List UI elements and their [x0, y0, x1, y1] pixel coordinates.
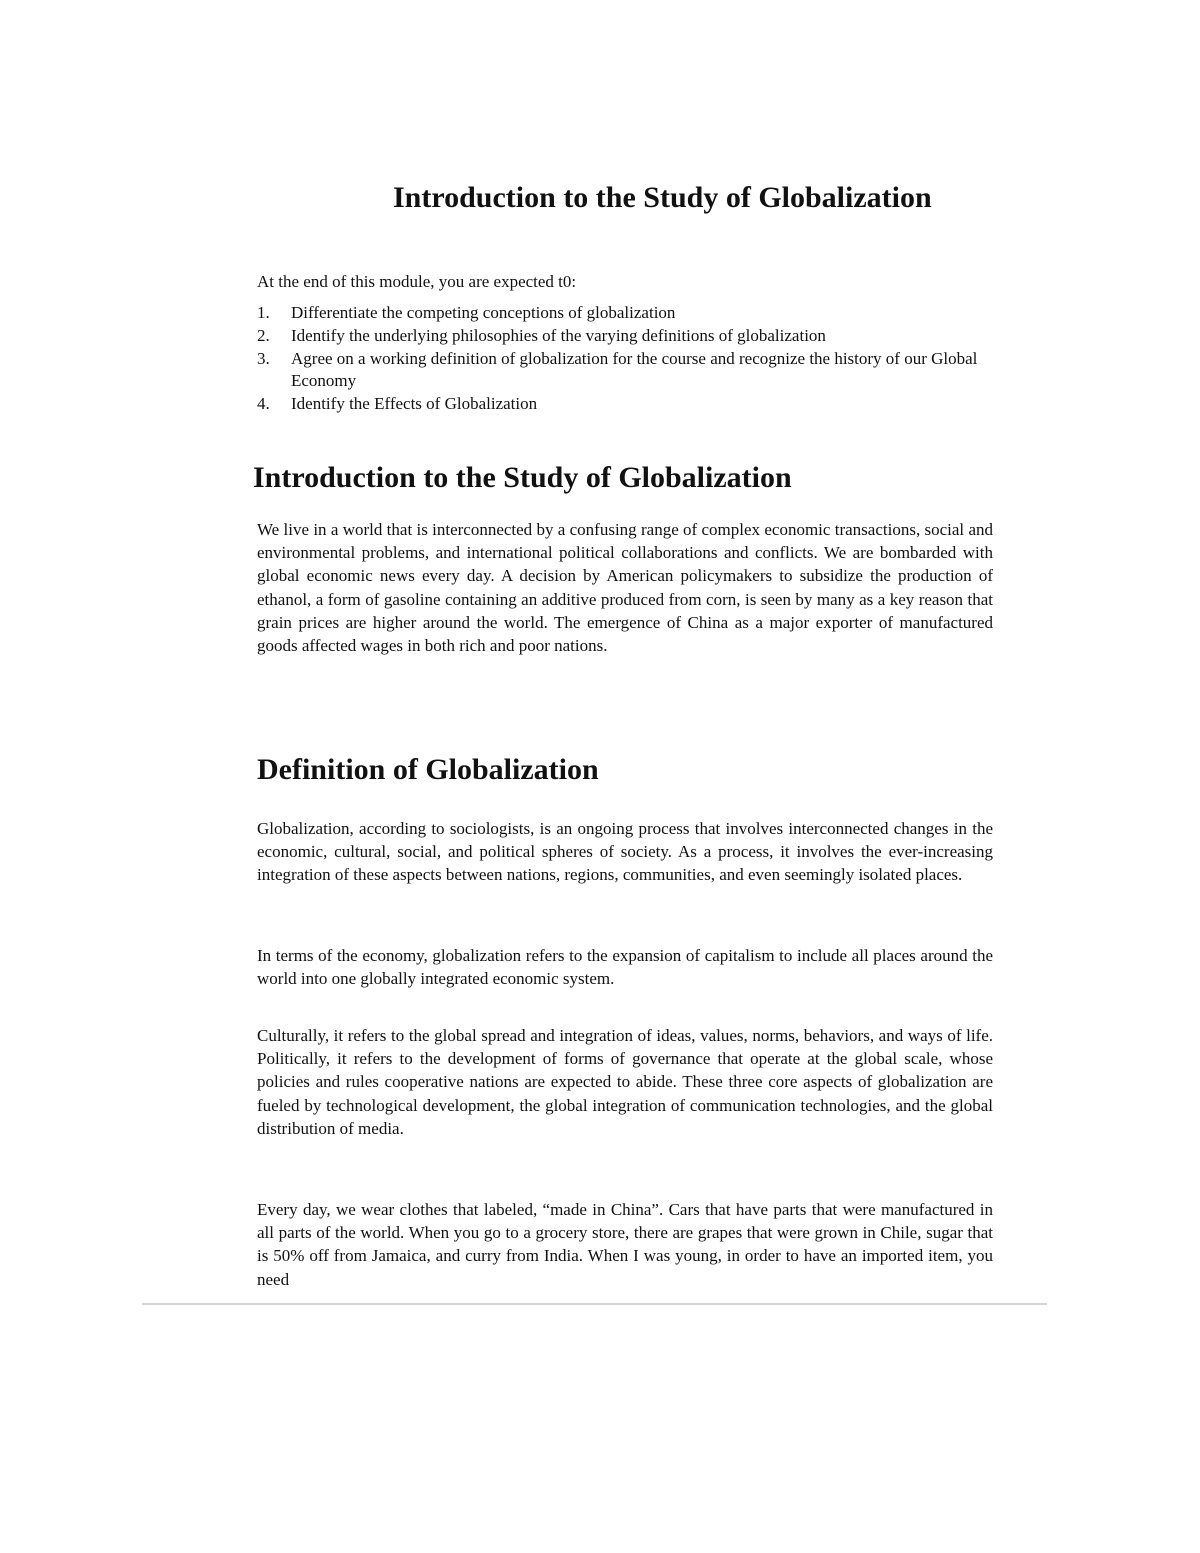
paragraph: Globalization, according to sociologists, is an ongoing process that involves interconnected changes in the economic, cultural, social, and political spheres of society. As a process, it involves the ever-increasing integration of these aspects between nations, regions, communities, and even seemingly isolated places.: [257, 819, 993, 885]
section-heading-introduction: Introduction to the Study of Globalization: [253, 461, 792, 494]
page-title: Introduction to the Study of Globalization: [393, 181, 932, 214]
list-item-number: 3.: [257, 349, 270, 368]
list-item: [257, 325, 1007, 347]
list-item: [257, 393, 1007, 415]
section-heading-definition: Definition of Globalization: [257, 753, 599, 786]
list-item: [257, 348, 991, 392]
paragraph: In terms of the economy, globalization refers to the expansion of capitalism to include all places around the world into one globally integrated economic system.: [257, 946, 993, 989]
paragraph: We live in a world that is interconnected by a confusing range of complex economic transactions, social and environmental problems, and international political collaborations and conflicts. We are bombarded with global economic news every day. A decision by American policymakers to subsidize the production of ethanol, a form of gasoline containing an additive produced from corn, is seen by many as a key reason that grain prices are higher around the world. The emergence of China as a major exporter of manufactured goods affected wages in both rich and poor nations.: [257, 520, 993, 656]
list-item-number: 2.: [257, 326, 270, 345]
list-item-number: 1.: [257, 303, 270, 322]
paragraph: Culturally, it refers to the global spread and integration of ideas, values, norms, behaviors, and ways of life. Politically, it refers to the development of forms of governance that operate at the global scale, whose policies and rules cooperative nations are expected to abide. These three core aspects of globalization are fueled by technological development, the global integration of communication technologies, and the global distribution of media.: [257, 1026, 993, 1138]
list-item-text: Identify the underlying philosophies of the varying definitions of globalization: [291, 326, 826, 345]
objectives-intro: At the end of this module, you are expected t0:: [257, 272, 577, 291]
list-item-text: Differentiate the competing conceptions of globalization: [291, 303, 676, 322]
page-divider: [142, 1303, 1047, 1305]
paragraph: Every day, we wear clothes that labeled, “made in China”. Cars that have parts that were manufactured in all parts of the world. When you go to a grocery store, there are grapes that were grown in Chile, sugar that is 50% off from Jamaica, and curry from India. When I was young, in order to have an imported item, you need: [257, 1200, 993, 1289]
list-item-text: Agree on a working definition of globalization for the course and recognize the history of our Global Economy: [291, 349, 978, 390]
objectives-list: [257, 302, 1007, 416]
list-item: [257, 302, 1007, 324]
list-item-text: Identify the Effects of Globalization: [291, 394, 538, 413]
list-item-number: 4.: [257, 394, 270, 413]
